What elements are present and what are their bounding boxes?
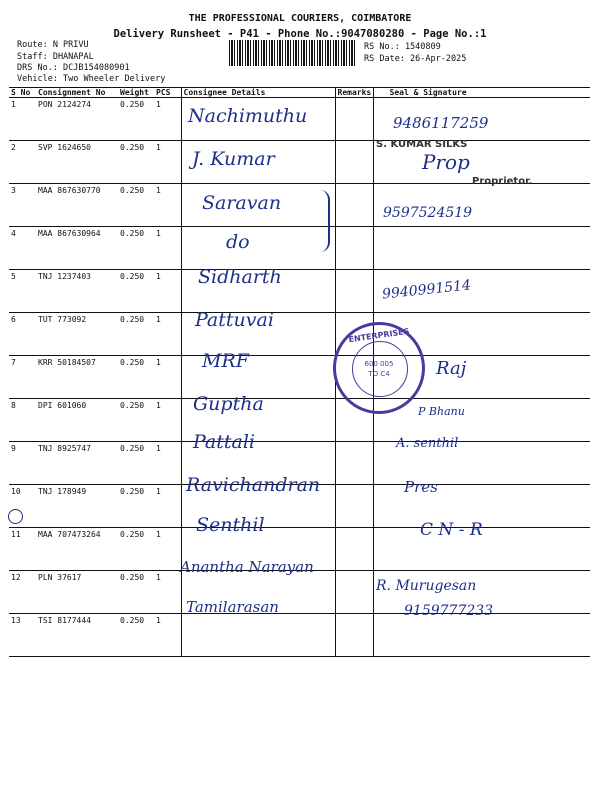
col-consignment: Consignment No [36, 88, 118, 98]
signature-phone: 9597524519 [383, 205, 473, 221]
handwritten-name: Tamilarasan [186, 598, 279, 616]
enterprise-stamp [333, 322, 425, 414]
handwritten-name: Pattali [193, 431, 256, 453]
kumar-silks-stamp: S. KUMAR SILKS [376, 139, 468, 150]
row-remarks [335, 270, 373, 313]
signature: A. senthil [396, 436, 459, 451]
handwritten-name: Sidharth [198, 266, 282, 288]
row-pcs: 1 [154, 614, 181, 657]
row-remarks [335, 442, 373, 485]
row-sno: 2 [9, 141, 36, 184]
table-row [9, 399, 590, 442]
row-consignment: PON 2124274 [36, 98, 118, 141]
row-weight: 0.250 [118, 528, 154, 571]
col-consignee: Consignee Details [181, 88, 335, 98]
handwritten-brace [318, 190, 330, 252]
row-pcs: 1 [154, 227, 181, 270]
signature-phone: 9940991514 [381, 277, 472, 303]
row-pcs: 1 [154, 184, 181, 227]
row-consignee [181, 227, 335, 270]
col-weight: Weight [118, 88, 154, 98]
row-signature [373, 227, 590, 270]
table-row [9, 184, 590, 227]
signature: R. Murugesan [376, 578, 477, 594]
signature: C N - R [420, 520, 483, 540]
row-sno: 3 [9, 184, 36, 227]
table-row [9, 571, 590, 614]
row-weight: 0.250 [118, 485, 154, 528]
row-consignment: TUT 773092 [36, 313, 118, 356]
row-remarks [335, 571, 373, 614]
table-header-row [9, 88, 590, 98]
row-consignment: TNJ 178949 [36, 485, 118, 528]
table-row [9, 614, 590, 657]
row-pcs: 1 [154, 399, 181, 442]
handwritten-name: Nachimuthu [188, 105, 308, 127]
signature: Raj [436, 358, 467, 379]
handwritten-name: J. Kumar [192, 148, 275, 170]
row-sno: 11 [9, 528, 36, 571]
row-sno: 4 [9, 227, 36, 270]
row-weight: 0.250 [118, 98, 154, 141]
signature-phone: 9486117259 [393, 114, 489, 132]
handwritten-name: Guptha [193, 393, 264, 415]
runsheet-subtitle: Delivery Runsheet - P41 - Phone No.:9047080280 - Page No.:1 [113, 28, 487, 40]
row-consignee [181, 614, 335, 657]
row-weight: 0.250 [118, 184, 154, 227]
row-pcs: 1 [154, 98, 181, 141]
row-sno: 10 [9, 485, 36, 528]
handwritten-name: Anantha Narayan [180, 558, 314, 576]
row-sno: 7 [9, 356, 36, 399]
row-pcs: 1 [154, 485, 181, 528]
row-pcs: 1 [154, 313, 181, 356]
table-row [9, 356, 590, 399]
drs-label: DRS No.: DCJB154080901 [17, 63, 130, 73]
row-pcs: 1 [154, 528, 181, 571]
row-remarks [335, 98, 373, 141]
row-pcs: 1 [154, 442, 181, 485]
col-sno: S No [9, 88, 36, 98]
row-sno: 1 [9, 98, 36, 141]
handwritten-name: Pattuvai [195, 309, 274, 331]
table-row [9, 270, 590, 313]
row-remarks [335, 528, 373, 571]
vehicle-label: Vehicle: Two Wheeler Delivery [17, 74, 166, 84]
handwritten-name: Ravichandran [186, 474, 321, 496]
row-weight: 0.250 [118, 571, 154, 614]
row-signature [373, 614, 590, 657]
row-weight: 0.250 [118, 614, 154, 657]
row-remarks [335, 227, 373, 270]
row-consignment: MAA 867630770 [36, 184, 118, 227]
proprietor-stamp: Proprietor. [472, 176, 533, 187]
stamp-code: TO C4 [368, 370, 390, 378]
stamp-text: ENTERPRISES [348, 326, 410, 345]
handwritten-name: Saravan [202, 192, 282, 214]
rs-number: RS No.: 1540809 [364, 42, 441, 52]
row-weight: 0.250 [118, 356, 154, 399]
row-consignment: DPI 601060 [36, 399, 118, 442]
row-pcs: 1 [154, 356, 181, 399]
row-weight: 0.250 [118, 227, 154, 270]
row-remarks [335, 141, 373, 184]
row-sno: 5 [9, 270, 36, 313]
row-sno: 13 [9, 614, 36, 657]
row-consignment: KRR 50184507 [36, 356, 118, 399]
row-weight: 0.250 [118, 270, 154, 313]
circle-mark [8, 509, 23, 524]
signature-phone: 9159777233 [404, 603, 494, 619]
row-weight: 0.250 [118, 141, 154, 184]
table-row [9, 227, 590, 270]
row-remarks [335, 184, 373, 227]
row-weight: 0.250 [118, 399, 154, 442]
row-consignment: MAA 707473264 [36, 528, 118, 571]
row-sno: 6 [9, 313, 36, 356]
row-pcs: 1 [154, 270, 181, 313]
row-sno: 9 [9, 442, 36, 485]
handwritten-name: MRF [202, 350, 249, 372]
row-consignment: TNJ 1237403 [36, 270, 118, 313]
handwritten-name: do [226, 231, 250, 253]
row-sno: 12 [9, 571, 36, 614]
signature: Pres [404, 478, 438, 496]
row-weight: 0.250 [118, 442, 154, 485]
rs-date: RS Date: 26-Apr-2025 [364, 54, 467, 64]
col-signature: Seal & Signature [373, 88, 590, 98]
row-consignment: PLN 37617 [36, 571, 118, 614]
signature: Prop [422, 150, 470, 174]
row-consignment: TSI 8177444 [36, 614, 118, 657]
barcode [229, 40, 357, 66]
row-consignment: MAA 867630964 [36, 227, 118, 270]
staff-label: Staff: DHANAPAL [17, 52, 94, 62]
table-row [9, 313, 590, 356]
row-pcs: 1 [154, 571, 181, 614]
route-label: Route: N PRIVU [17, 40, 89, 50]
row-weight: 0.250 [118, 313, 154, 356]
handwritten-name: Senthil [196, 514, 265, 536]
col-pcs: PCS [154, 88, 181, 98]
row-remarks [335, 485, 373, 528]
row-consignment: SVP 1624650 [36, 141, 118, 184]
row-remarks [335, 614, 373, 657]
stamp-code: 600 005 [364, 360, 394, 368]
col-remarks: Remarks [335, 88, 373, 98]
row-sno: 8 [9, 399, 36, 442]
stamp-inner-ring [352, 341, 408, 397]
signature: P Bhanu [418, 405, 465, 418]
row-consignment: TNJ 8925747 [36, 442, 118, 485]
company-title: THE PROFESSIONAL COURIERS, COIMBATORE [188, 13, 412, 24]
row-pcs: 1 [154, 141, 181, 184]
